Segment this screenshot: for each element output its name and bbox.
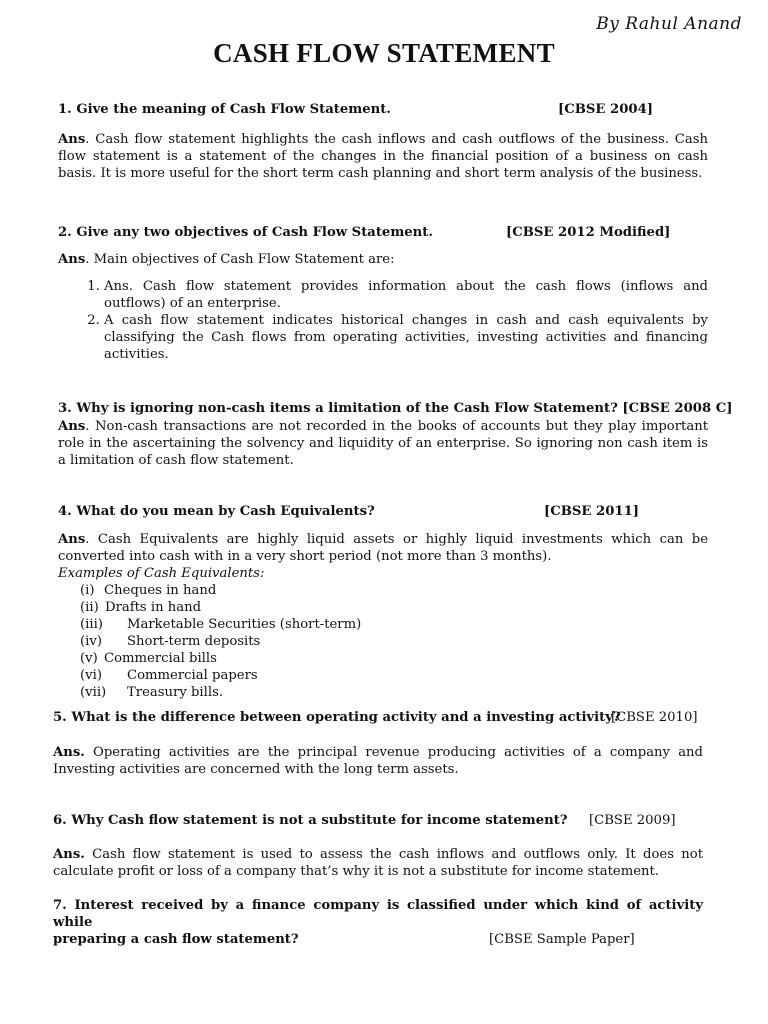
example-number: (iv) [80, 634, 102, 649]
answer-6-text: Cash flow statement is used to assess the cash inflows and outflows only. It does not calculate profit or loss of a company that’s why it is not a substitute for income statement. [53, 847, 703, 879]
question-2-block [58, 224, 708, 363]
example-item [58, 582, 708, 599]
answer-4-text: . Cash Equivalents are highly liquid assets or highly liquid investments which can be converted into cash with in a very short period (not more than 3 months). [58, 532, 708, 564]
example-text: Short-term deposits [127, 634, 261, 649]
example-number: (vii) [80, 685, 107, 700]
question-3 [58, 400, 733, 418]
example-text: Commercial bills [104, 651, 217, 666]
question-2 [58, 224, 708, 242]
example-number: (iii) [80, 617, 103, 632]
question-7-line-2 [53, 931, 703, 949]
question-6-block [53, 812, 703, 880]
example-text: Cheques in hand [104, 583, 217, 598]
example-number: (v) [80, 651, 98, 666]
answer-2-label: Ans [58, 252, 86, 267]
question-5-block [53, 709, 703, 778]
example-item [58, 599, 708, 616]
objectives-list [58, 278, 708, 363]
example-text: Treasury bills. [127, 685, 224, 700]
answer-2-text: . Main objectives of Cash Flow Statement are: [85, 252, 395, 267]
question-6-text: 6. Why Cash flow statement is not a substitute for income statement? [53, 813, 568, 828]
question-7-block [53, 897, 703, 949]
answer-4 [58, 531, 708, 565]
question-4-reference: [CBSE 2011] [544, 504, 639, 519]
objective-item: 2. A cash flow statement indicates historical changes in cash and cash equivalents by classifying the Cash flows from operating activities, investing activities and financing activities. [104, 312, 708, 363]
question-6-reference: [CBSE 2009] [589, 813, 676, 828]
example-text: Drafts in hand [105, 600, 202, 615]
example-text: Commercial papers [127, 668, 258, 683]
question-4-text: 4. What do you mean by Cash Equivalents? [58, 504, 375, 519]
question-5 [53, 709, 703, 727]
answer-5-text: Operating activities are the principal revenue producing activities of a company and Investing activities are concerned with the long term assets. [53, 745, 703, 777]
question-7-reference: [CBSE Sample Paper] [489, 932, 635, 947]
answer-6-label: Ans. [53, 847, 85, 862]
question-1-text: 1. Give the meaning of Cash Flow Statement. [58, 102, 391, 117]
answer-1-label: Ans [58, 132, 86, 147]
answer-3 [58, 418, 708, 469]
answer-4-label: Ans [58, 532, 86, 547]
question-7-line-1: 7. Interest received by a finance company is classified under which kind of activity while [53, 898, 703, 930]
question-3-block [58, 400, 733, 469]
example-item [58, 633, 708, 650]
question-2-text: 2. Give any two objectives of Cash Flow Statement. [58, 225, 433, 240]
example-text: Marketable Securities (short-term) [127, 617, 362, 632]
examples-title: Examples of Cash Equivalents: [58, 566, 265, 581]
answer-3-text: . Non-cash transactions are not recorded in the books of accounts but they play important role in the ascertaining the solvency and liquidity of an enterprise. So ignoring non cash item is a limitation of cash flow statement. [58, 419, 708, 468]
answer-2 [58, 251, 708, 268]
example-number: (ii) [80, 600, 99, 615]
question-5-reference: [CBSE 2010] [611, 710, 698, 725]
example-item [58, 667, 708, 684]
question-2-reference: [CBSE 2012 Modified] [506, 225, 671, 240]
question-1-reference: [CBSE 2004] [558, 102, 653, 117]
answer-1 [58, 131, 708, 182]
question-4 [58, 503, 708, 521]
objective-item: 1. Ans. Cash flow statement provides information about the cash flows (inflows and outflows) of an enterprise. [104, 278, 708, 312]
example-number: (i) [80, 583, 95, 598]
answer-5 [53, 744, 703, 778]
example-item [58, 650, 708, 667]
answer-1-text: . Cash flow statement highlights the cash inflows and cash outflows of the business. Cash flow statement is a statement of the changes in the financial position of a business on cash basis. It is more useful for the short term cash planning and short term analysis of the business. [58, 132, 708, 181]
question-4-block [58, 503, 708, 701]
question-1-block [58, 101, 708, 182]
example-item [58, 684, 708, 701]
question-1 [58, 101, 708, 119]
answer-3-label: Ans [58, 419, 86, 434]
question-3-text: 3. Why is ignoring non-cash items a limitation of the Cash Flow Statement? [CBSE 2008 C] [58, 401, 733, 416]
answer-5-label: Ans. [53, 745, 85, 760]
page-title: CASH FLOW STATEMENT [213, 38, 555, 68]
example-number: (vi) [80, 668, 102, 683]
question-5-text: 5. What is the difference between operating activity and a investing activity? [53, 710, 621, 725]
author-signature: By Rahul Anand [596, 14, 742, 34]
question-6 [53, 812, 703, 830]
example-item [58, 616, 708, 633]
answer-6 [53, 846, 703, 880]
question-7-text: preparing a cash flow statement? [53, 932, 299, 947]
